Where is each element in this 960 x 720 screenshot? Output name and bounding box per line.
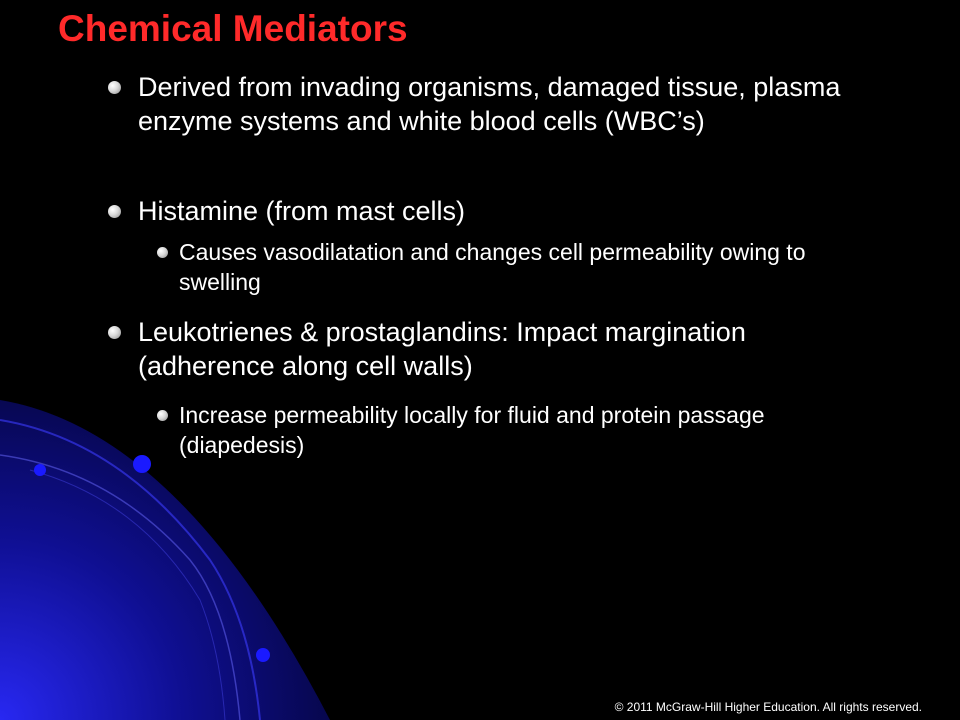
bullet-text: Increase permeability locally for fluid and protein passage (diapedesis) (179, 402, 765, 458)
bullet-text: Causes vasodilatation and changes cell permeability owing to swelling (179, 239, 806, 295)
sub-bullet-2 (157, 400, 877, 460)
bullet-text: Histamine (from mast cells) (138, 196, 466, 226)
bullet-3 (108, 315, 888, 383)
bullet-1 (108, 70, 888, 138)
copyright-footer: © 2011 McGraw-Hill Higher Education. All rights reserved. (614, 700, 922, 714)
bullet-dot (157, 410, 168, 421)
slide-title: Chemical Mediators (58, 8, 408, 49)
bullet-dot (108, 81, 121, 94)
accent-dot-3 (256, 648, 270, 662)
bullet-text: Derived from invading organisms, damaged tissue, plasma enzyme systems and white blood cells (WBC’s) (138, 72, 841, 136)
bullet-dot (108, 205, 121, 218)
bullet-dot (157, 247, 168, 258)
accent-dot-2 (133, 455, 151, 473)
sub-bullet-1 (157, 237, 877, 297)
accent-dot-1 (34, 464, 46, 476)
bullet-text: Leukotrienes & prostaglandins: Impact margination (adherence along cell walls) (138, 317, 746, 381)
bullet-2 (108, 194, 888, 228)
bullet-dot (108, 326, 121, 339)
